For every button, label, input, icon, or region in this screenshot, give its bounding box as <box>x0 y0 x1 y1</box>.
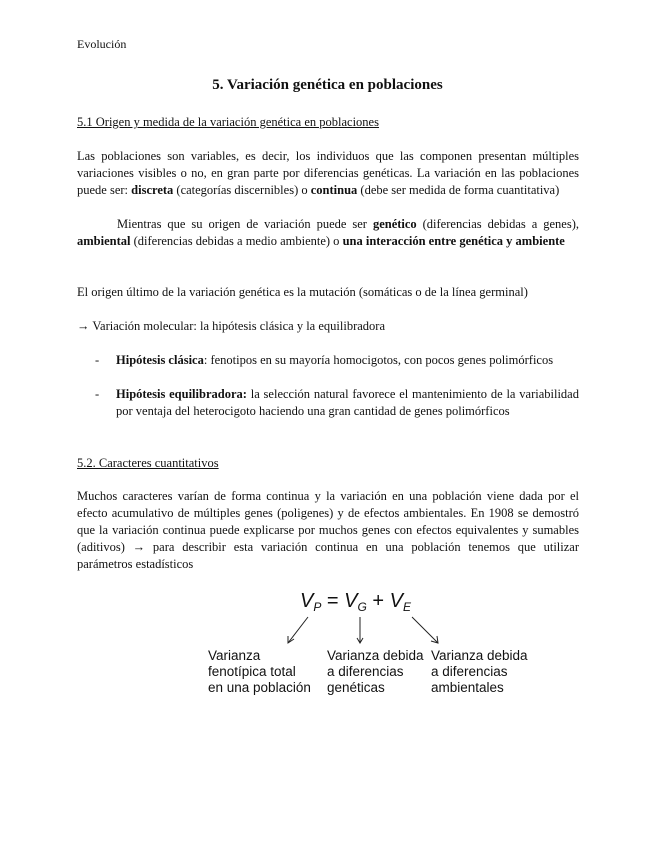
bullet-dash: - <box>95 353 100 367</box>
vg-symbol: $V_G$ <box>344 590 367 614</box>
text: (categorías discernibles) o <box>173 183 311 197</box>
bold-term: Hipótesis equilibradora: <box>116 387 247 401</box>
paragraph-quantitative-traits: Muchos caracteres varían de forma continua y la variación en una población viene dada por el efecto acumulativo de múltiples genes (poligenes) y de efectos ambientales. En 1908 se demostró que la variación continua puede explicarse por muchos genes con efectos equivalentes y sumables (aditivos) → para describir esta variación continua en una población tenemos que utilizar parámetros estadísticos <box>77 489 579 571</box>
bold-term-continua: continua <box>310 183 358 197</box>
text: la selección natural favorece el mantenimiento de la variabilidad por ventaja del heterocigoto haciendo una gran cantidad de genes polimórficos <box>116 387 579 418</box>
arrowhead-genetic <box>357 638 363 643</box>
text: : fenotipos en su mayoría homocigotos, con pocos genes polimórficos <box>203 353 554 367</box>
label-environmental-variance: Varianza debida a diferencias ambientales <box>431 648 528 695</box>
bullet-text <box>116 386 579 420</box>
list-item <box>77 352 579 369</box>
section-heading-5-2: 5.2. Caracteres cuantitativos <box>77 456 219 470</box>
text: (debe ser medida de forma cuantitativa) <box>357 183 560 197</box>
bold-term-ambiental: ambiental <box>77 234 131 248</box>
arrow-to-phenotypic <box>288 617 308 643</box>
bold-term-genetico: genético <box>372 217 417 231</box>
bullet-dash: - <box>95 387 100 401</box>
label-genetic-variance: Varianza debida a diferencias genéticas <box>327 648 424 695</box>
plus-sign: + <box>372 590 385 612</box>
arrow-to-environmental <box>412 617 438 643</box>
page-header: Evolución <box>77 37 127 51</box>
section-heading-5-1: 5.1 Origen y medida de la variación genética en poblaciones <box>77 115 379 129</box>
paragraph-variation-origin <box>77 216 579 250</box>
bold-term-discreta: discreta <box>131 183 174 197</box>
paragraph-molecular-variation: → Variación molecular: la hipótesis clásica y la equilibradora <box>77 319 385 333</box>
arrowhead-environmental <box>431 636 438 643</box>
ve-symbol: $V_E$ <box>389 590 412 614</box>
variance-formula <box>300 590 411 614</box>
bold-term-interaccion: una interacción entre genética y ambiente <box>342 234 565 248</box>
text: Las poblaciones son variables, es decir, los individuos que las componen presentan múltiples variaciones visibles o no, en gran parte por diferencias genéticas. La variación en las poblaciones puede ser: <box>77 149 579 197</box>
text: Mientras que su origen de variación puede ser <box>117 217 373 231</box>
page-title: 5. Variación genética en poblaciones <box>212 77 443 93</box>
bullet-text <box>116 352 579 369</box>
arrowhead-phenotypic <box>288 636 294 643</box>
equals-sign: = <box>326 590 339 612</box>
bold-term: Hipótesis clásica <box>116 353 204 367</box>
text: (diferencias debidas a genes), <box>416 217 579 231</box>
text: (diferencias debidas a medio ambiente) o <box>130 234 343 248</box>
label-phenotypic-variance: Varianza fenotípica total en una población <box>208 648 311 695</box>
paragraph-mutation: El origen último de la variación genética es la mutación (somáticas o de la línea germinal) <box>77 285 528 299</box>
list-item <box>77 386 579 420</box>
paragraph-variation-types <box>77 148 579 199</box>
vp-symbol: $V_P$ <box>300 590 322 614</box>
